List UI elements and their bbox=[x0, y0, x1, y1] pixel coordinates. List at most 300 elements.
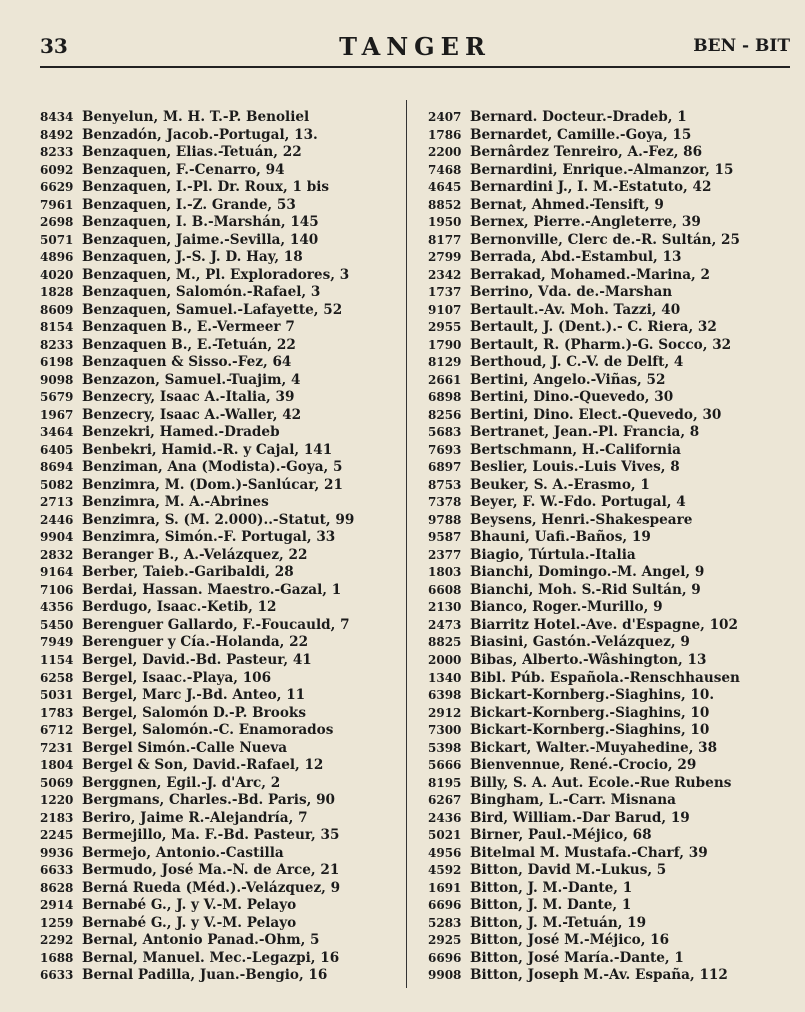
directory-entry bbox=[428, 319, 790, 337]
entry-text: Bergel, Marc J.-Bd. Anteo, 11 bbox=[82, 687, 306, 704]
directory-entry bbox=[40, 634, 402, 652]
entry-text: Berdugo, Isaac.-Ketib, 12 bbox=[82, 599, 277, 616]
phone-number: 1737 bbox=[428, 285, 462, 300]
directory-entry bbox=[40, 267, 402, 285]
directory-entry bbox=[428, 827, 790, 845]
directory-entry bbox=[40, 862, 402, 880]
entry-text: Benzaquen, F.-Cenarro, 94 bbox=[82, 161, 285, 178]
phone-number: 1154 bbox=[40, 652, 74, 667]
directory-entry bbox=[428, 179, 790, 197]
directory-entry bbox=[40, 424, 402, 442]
directory-entry bbox=[40, 284, 402, 302]
phone-number: 2713 bbox=[40, 495, 74, 510]
entry-text: Bergel, Salomón D.-P. Brooks bbox=[82, 704, 306, 721]
entry-text: Benzaquen, Jaime.-Sevilla, 140 bbox=[82, 231, 319, 248]
entry-text: Bitton, David M.-Lukus, 5 bbox=[470, 862, 667, 879]
entry-text: Bergmans, Charles.-Bd. Paris, 90 bbox=[82, 792, 335, 809]
directory-entry bbox=[428, 897, 790, 915]
directory-entry bbox=[40, 109, 402, 127]
phone-number: 8753 bbox=[428, 477, 462, 492]
phone-number: 9788 bbox=[428, 512, 462, 527]
directory-entry bbox=[40, 757, 402, 775]
phone-number: 6398 bbox=[428, 688, 462, 703]
directory-entry bbox=[40, 740, 402, 758]
directory-entry bbox=[40, 512, 402, 530]
directory-entry bbox=[40, 407, 402, 425]
entry-text: Bergel Simón.-Calle Nueva bbox=[82, 739, 288, 756]
directory-entry bbox=[428, 424, 790, 442]
directory-entry bbox=[40, 319, 402, 337]
directory-entry bbox=[428, 354, 790, 372]
phone-number: 9908 bbox=[428, 968, 462, 983]
phone-number: 8628 bbox=[40, 880, 74, 895]
page-number: 33 bbox=[40, 34, 68, 58]
directory-entry bbox=[428, 197, 790, 215]
phone-number: 2292 bbox=[40, 933, 74, 948]
phone-number: 8492 bbox=[40, 127, 74, 142]
directory-entry bbox=[40, 967, 402, 985]
directory-entry bbox=[40, 214, 402, 232]
directory-entry bbox=[40, 705, 402, 723]
phone-number: 9936 bbox=[40, 845, 74, 860]
phone-number: 8177 bbox=[428, 232, 462, 247]
directory-entry bbox=[428, 950, 790, 968]
entry-text: Bitton, José M.-Méjico, 16 bbox=[470, 932, 670, 949]
directory-entry bbox=[428, 127, 790, 145]
entry-text: Bianco, Roger.-Murillo, 9 bbox=[470, 599, 663, 616]
entry-text: Biagio, Túrtula.-Italia bbox=[470, 546, 636, 563]
phone-number: 8609 bbox=[40, 302, 74, 317]
directory-entry bbox=[40, 722, 402, 740]
entry-text: Benzadón, Jacob.-Portugal, 13. bbox=[82, 126, 318, 143]
entry-text: Bernal, Manuel. Mec.-Legazpi, 16 bbox=[82, 949, 340, 966]
entry-text: Bienvennue, René.-Crocio, 29 bbox=[470, 757, 697, 774]
entry-text: Bibas, Alberto.-Wâshington, 13 bbox=[470, 651, 707, 668]
entry-text: Bernardet, Camille.-Goya, 15 bbox=[470, 126, 692, 143]
directory-entry bbox=[40, 337, 402, 355]
entry-text: Bertschmann, H.-California bbox=[470, 441, 681, 458]
phone-number: 7693 bbox=[428, 442, 462, 457]
phone-number: 2914 bbox=[40, 898, 74, 913]
directory-entry bbox=[428, 477, 790, 495]
entry-text: Berrada, Abd.-Estambul, 13 bbox=[470, 249, 682, 266]
phone-number: 7378 bbox=[428, 495, 462, 510]
entry-text: Beyer, F. W.-Fdo. Portugal, 4 bbox=[470, 494, 686, 511]
phone-number: 6198 bbox=[40, 355, 74, 370]
directory-entry bbox=[428, 652, 790, 670]
entry-text: Berná Rueda (Méd.).-Velázquez, 9 bbox=[82, 879, 341, 896]
phone-number: 8694 bbox=[40, 460, 74, 475]
directory-entry bbox=[428, 757, 790, 775]
directory-entry bbox=[40, 144, 402, 162]
directory-entry bbox=[428, 932, 790, 950]
directory-entry bbox=[428, 389, 790, 407]
phone-number: 9904 bbox=[40, 530, 74, 545]
entry-text: Berdai, Hassan. Maestro.-Gazal, 1 bbox=[82, 581, 342, 598]
directory-entry bbox=[428, 792, 790, 810]
phone-number: 1688 bbox=[40, 950, 74, 965]
phone-number: 7961 bbox=[40, 197, 74, 212]
directory-entry bbox=[40, 950, 402, 968]
phone-number: 6712 bbox=[40, 723, 74, 738]
phone-number: 7300 bbox=[428, 723, 462, 738]
directory-entry bbox=[40, 197, 402, 215]
entry-text: Bertault, R. (Pharm.)-G. Socco, 32 bbox=[470, 336, 732, 353]
entry-text: Bitelmal M. Mustafa.-Charf, 39 bbox=[470, 844, 708, 861]
phone-number: 6633 bbox=[40, 968, 74, 983]
phone-number: 6405 bbox=[40, 442, 74, 457]
phone-number: 5450 bbox=[40, 617, 74, 632]
phone-number: 2377 bbox=[428, 547, 462, 562]
entry-text: Bianchi, Domingo.-M. Angel, 9 bbox=[470, 564, 705, 581]
entry-text: Benziman, Ana (Modista).-Goya, 5 bbox=[82, 459, 343, 476]
phone-number: 2661 bbox=[428, 372, 462, 387]
directory-entry bbox=[40, 775, 402, 793]
phone-number: 6608 bbox=[428, 582, 462, 597]
entry-text: Berber, Taieb.-Garibaldi, 28 bbox=[82, 564, 294, 581]
phone-number: 6898 bbox=[428, 390, 462, 405]
phone-number: 2000 bbox=[428, 652, 462, 667]
phone-number: 4896 bbox=[40, 250, 74, 265]
directory-entry bbox=[428, 284, 790, 302]
directory-entry bbox=[428, 722, 790, 740]
entry-text: Benzecry, Isaac A.-Waller, 42 bbox=[82, 406, 302, 423]
phone-number: 6633 bbox=[40, 863, 74, 878]
phone-number: 6696 bbox=[428, 898, 462, 913]
phone-number: 6897 bbox=[428, 460, 462, 475]
entry-text: Bertault, J. (Dent.).- C. Riera, 32 bbox=[470, 319, 717, 336]
directory-entry bbox=[40, 162, 402, 180]
directory-entry bbox=[428, 337, 790, 355]
entry-text: Bernardini J., I. M.-Estatuto, 42 bbox=[470, 179, 712, 196]
entry-text: Bernard. Docteur.-Dradeb, 1 bbox=[470, 109, 687, 125]
entry-text: Bitton, J. M. Dante, 1 bbox=[470, 897, 632, 914]
entry-text: Biarritz Hotel.-Ave. d'Espagne, 102 bbox=[470, 616, 738, 633]
phone-number: 5683 bbox=[428, 425, 462, 440]
phone-number: 2342 bbox=[428, 267, 462, 282]
directory-entry bbox=[428, 249, 790, 267]
directory-entry bbox=[428, 740, 790, 758]
phone-number: 7106 bbox=[40, 582, 74, 597]
phone-number: 1803 bbox=[428, 565, 462, 580]
directory-entry bbox=[428, 442, 790, 460]
directory-entry bbox=[40, 459, 402, 477]
entry-text: Benzimra, M. A.-Abrines bbox=[82, 494, 269, 511]
directory-entry bbox=[40, 827, 402, 845]
directory-entry bbox=[40, 389, 402, 407]
phone-number: 8129 bbox=[428, 355, 462, 370]
phone-number: 1804 bbox=[40, 758, 74, 773]
phone-number: 1691 bbox=[428, 880, 462, 895]
phone-number: 5071 bbox=[40, 232, 74, 247]
entry-text: Benzaquen, Salomón.-Rafael, 3 bbox=[82, 284, 321, 301]
alphabetic-range: BEN - BIT bbox=[693, 36, 790, 56]
directory-entry bbox=[428, 494, 790, 512]
right-column bbox=[428, 109, 790, 985]
phone-number: 5283 bbox=[428, 915, 462, 930]
phone-number: 6629 bbox=[40, 180, 74, 195]
entry-text: Bhauni, Uafi.-Baños, 19 bbox=[470, 529, 651, 546]
phone-number: 4356 bbox=[40, 600, 74, 615]
phone-number: 8434 bbox=[40, 110, 74, 124]
directory-entry bbox=[428, 407, 790, 425]
entry-text: Bird, William.-Dar Barud, 19 bbox=[470, 809, 690, 826]
directory-entry bbox=[428, 267, 790, 285]
entry-text: Bergel, Salomón.-C. Enamorados bbox=[82, 722, 334, 739]
page-title: TANGER bbox=[339, 32, 491, 61]
entry-text: Benzaquen, Elias.-Tetuán, 22 bbox=[82, 144, 302, 161]
phone-number: 8233 bbox=[40, 145, 74, 160]
phone-number: 2407 bbox=[428, 110, 462, 124]
phone-number: 1783 bbox=[40, 705, 74, 720]
entry-text: Bibl. Púb. Española.-Renschhausen bbox=[470, 669, 740, 686]
phone-number: 5679 bbox=[40, 390, 74, 405]
entry-text: Benzaquen B., E.-Vermeer 7 bbox=[82, 319, 295, 336]
directory-entry bbox=[40, 529, 402, 547]
phone-number: 5398 bbox=[428, 740, 462, 755]
phone-number: 2183 bbox=[40, 810, 74, 825]
entry-text: Berrakad, Mohamed.-Marina, 2 bbox=[470, 266, 710, 283]
entry-text: Beuker, S. A.-Erasmo, 1 bbox=[470, 476, 650, 493]
entry-text: Bernal Padilla, Juan.-Bengio, 16 bbox=[82, 967, 328, 984]
directory-entry bbox=[428, 529, 790, 547]
entry-text: Benzimra, Simón.-F. Portugal, 33 bbox=[82, 529, 336, 546]
directory-entry bbox=[40, 810, 402, 828]
phone-number: 4020 bbox=[40, 267, 74, 282]
directory-entry bbox=[428, 687, 790, 705]
entry-text: Bernabé G., J. y V.-M. Pelayo bbox=[82, 914, 297, 931]
phone-number: 1790 bbox=[428, 337, 462, 352]
entry-text: Biasini, Gastón.-Velázquez, 9 bbox=[470, 634, 690, 651]
phone-number: 5069 bbox=[40, 775, 74, 790]
entry-text: Benzaquen & Sisso.-Fez, 64 bbox=[82, 354, 292, 371]
directory-entry bbox=[40, 477, 402, 495]
phone-number: 5082 bbox=[40, 477, 74, 492]
directory-entry bbox=[40, 249, 402, 267]
directory-entry bbox=[428, 617, 790, 635]
entry-text: Bernabé G., J. y V.-M. Pelayo bbox=[82, 897, 297, 914]
header-rule bbox=[40, 66, 790, 68]
entry-text: Bernârdez Tenreiro, A.-Fez, 86 bbox=[470, 144, 703, 161]
entry-text: Benzaquen, I.-Pl. Dr. Roux, 1 bis bbox=[82, 179, 330, 196]
directory-entry bbox=[40, 652, 402, 670]
entry-text: Bernardini, Enrique.-Almanzor, 15 bbox=[470, 161, 734, 178]
phone-number: 4645 bbox=[428, 180, 462, 195]
phone-number: 2200 bbox=[428, 145, 462, 160]
entry-text: Benzaquen, Samuel.-Lafayette, 52 bbox=[82, 301, 343, 318]
entry-text: Birner, Paul.-Méjico, 68 bbox=[470, 827, 652, 844]
directory-entry bbox=[40, 845, 402, 863]
phone-number: 7468 bbox=[428, 162, 462, 177]
directory-entry bbox=[428, 967, 790, 985]
phone-number: 7949 bbox=[40, 635, 74, 650]
entry-text: Billy, S. A. Aut. Ecole.-Rue Rubens bbox=[470, 774, 732, 791]
phone-number: 6092 bbox=[40, 162, 74, 177]
directory-entry bbox=[428, 880, 790, 898]
directory-entry bbox=[428, 775, 790, 793]
directory-entry bbox=[40, 915, 402, 933]
entry-text: Beslier, Louis.-Luis Vives, 8 bbox=[470, 459, 680, 476]
entry-text: Bertault.-Av. Moh. Tazzi, 40 bbox=[470, 301, 681, 318]
directory-entry bbox=[40, 179, 402, 197]
entry-text: Bermejillo, Ma. F.-Bd. Pasteur, 35 bbox=[82, 827, 340, 844]
directory-entry bbox=[428, 862, 790, 880]
phone-number: 2436 bbox=[428, 810, 462, 825]
entry-text: Benzaquen B., E.-Tetuán, 22 bbox=[82, 336, 296, 353]
entry-text: Benzimra, S. (M. 2.000)..-Statut, 99 bbox=[82, 511, 355, 528]
phone-number: 1220 bbox=[40, 793, 74, 808]
directory-entry bbox=[40, 670, 402, 688]
phone-number: 4956 bbox=[428, 845, 462, 860]
phone-number: 2799 bbox=[428, 250, 462, 265]
entry-text: Bitton, Joseph M.-Av. España, 112 bbox=[470, 967, 728, 984]
directory-entry bbox=[40, 494, 402, 512]
phone-number: 1967 bbox=[40, 407, 74, 422]
entry-text: Bickart, Walter.-Muyahedine, 38 bbox=[470, 739, 718, 756]
phone-number: 8825 bbox=[428, 635, 462, 650]
phone-number: 1950 bbox=[428, 215, 462, 230]
phone-number: 6267 bbox=[428, 793, 462, 808]
entry-text: Bertini, Dino. Elect.-Quevedo, 30 bbox=[470, 406, 722, 423]
entry-text: Benzazon, Samuel.-Tuajim, 4 bbox=[82, 371, 301, 388]
phone-number: 1259 bbox=[40, 915, 74, 930]
directory-entry bbox=[428, 459, 790, 477]
phone-number: 2473 bbox=[428, 617, 462, 632]
directory-entry bbox=[428, 162, 790, 180]
directory-entry bbox=[40, 897, 402, 915]
phone-number: 6696 bbox=[428, 950, 462, 965]
phone-number: 9107 bbox=[428, 302, 462, 317]
entry-text: Bernat, Ahmed.-Tensift, 9 bbox=[470, 196, 664, 213]
phone-number: 8852 bbox=[428, 197, 462, 212]
phone-number: 9164 bbox=[40, 565, 74, 580]
phone-number: 8154 bbox=[40, 320, 74, 335]
directory-entry bbox=[40, 687, 402, 705]
directory-entry bbox=[428, 372, 790, 390]
entry-text: Benzaquen, I. B.-Marshán, 145 bbox=[82, 214, 319, 231]
phone-number: 8195 bbox=[428, 775, 462, 790]
phone-number: 2245 bbox=[40, 828, 74, 843]
entry-text: Bertranet, Jean.-Pl. Francia, 8 bbox=[470, 424, 700, 441]
entry-text: Benbekri, Hamid.-R. y Cajal, 141 bbox=[82, 441, 333, 458]
phone-number: 1786 bbox=[428, 127, 462, 142]
entry-text: Bickart-Kornberg.-Siaghins, 10 bbox=[470, 704, 710, 721]
entry-text: Bergel & Son, David.-Rafael, 12 bbox=[82, 757, 324, 774]
entry-text: Bingham, L.-Carr. Misnana bbox=[470, 792, 676, 809]
directory-entry bbox=[428, 810, 790, 828]
directory-entry bbox=[40, 582, 402, 600]
entry-text: Berenguer Gallardo, F.-Foucauld, 7 bbox=[82, 616, 350, 633]
directory-entry bbox=[40, 617, 402, 635]
directory-entry bbox=[40, 354, 402, 372]
directory-entry bbox=[428, 582, 790, 600]
entry-text: Beranger B., A.-Velázquez, 22 bbox=[82, 546, 308, 563]
directory-entry bbox=[428, 915, 790, 933]
entry-text: Benzecry, Isaac A.-Italia, 39 bbox=[82, 389, 295, 406]
entry-text: Bernal, Antonio Panad.-Ohm, 5 bbox=[82, 932, 320, 949]
entry-text: Bitton, J. M.-Tetuán, 19 bbox=[470, 914, 647, 931]
phone-number: 2955 bbox=[428, 320, 462, 335]
directory-entry bbox=[40, 547, 402, 565]
directory-entry bbox=[40, 599, 402, 617]
directory-entry bbox=[428, 705, 790, 723]
directory-entry bbox=[40, 232, 402, 250]
entry-text: Benzekri, Hamed.-Dradeb bbox=[82, 424, 280, 441]
directory-entry bbox=[428, 512, 790, 530]
phone-number: 1340 bbox=[428, 670, 462, 685]
entry-text: Berthoud, J. C.-V. de Delft, 4 bbox=[470, 354, 684, 371]
entry-text: Benzimra, M. (Dom.)-Sanlúcar, 21 bbox=[82, 476, 343, 493]
phone-number: 2446 bbox=[40, 512, 74, 527]
phone-number: 8256 bbox=[428, 407, 462, 422]
phone-number: 2698 bbox=[40, 215, 74, 230]
phone-number: 9587 bbox=[428, 530, 462, 545]
directory-entry bbox=[428, 547, 790, 565]
entry-text: Bickart-Kornberg.-Siaghins, 10. bbox=[470, 687, 715, 704]
phone-number: 5666 bbox=[428, 758, 462, 773]
phone-number: 3464 bbox=[40, 425, 74, 440]
entry-text: Benzaquen, J.-S. J. D. Hay, 18 bbox=[82, 249, 303, 266]
entry-text: Benzaquen, I.-Z. Grande, 53 bbox=[82, 196, 296, 213]
phone-number: 5021 bbox=[428, 828, 462, 843]
directory-entry bbox=[40, 932, 402, 950]
directory-entry bbox=[40, 372, 402, 390]
page-header bbox=[40, 30, 790, 66]
directory-entry bbox=[428, 564, 790, 582]
directory-entry bbox=[428, 144, 790, 162]
phone-number: 7231 bbox=[40, 740, 74, 755]
entry-text: Beysens, Henri.-Shakespeare bbox=[470, 511, 693, 528]
phone-number: 2925 bbox=[428, 933, 462, 948]
phone-number: 4592 bbox=[428, 863, 462, 878]
phone-number: 9098 bbox=[40, 372, 74, 387]
directory-entry bbox=[428, 670, 790, 688]
directory-entry bbox=[428, 634, 790, 652]
column-divider bbox=[406, 100, 407, 988]
entry-text: Bertini, Angelo.-Viñas, 52 bbox=[470, 371, 666, 388]
entry-text: Berenguer y Cía.-Holanda, 22 bbox=[82, 634, 309, 651]
entry-text: Bergel, David.-Bd. Pasteur, 41 bbox=[82, 651, 312, 668]
entry-text: Benyelun, M. H. T.-P. Benoliel bbox=[82, 109, 310, 125]
phone-number: 5031 bbox=[40, 688, 74, 703]
entry-text: Bitton, J. M.-Dante, 1 bbox=[470, 879, 633, 896]
directory-entry bbox=[40, 880, 402, 898]
directory-entry bbox=[40, 127, 402, 145]
entry-text: Berggnen, Egil.-J. d'Arc, 2 bbox=[82, 774, 281, 791]
entry-text: Bernex, Pierre.-Angleterre, 39 bbox=[470, 214, 701, 231]
directory-entry bbox=[428, 232, 790, 250]
directory-entry bbox=[428, 302, 790, 320]
entry-text: Benzaquen, M., Pl. Exploradores, 3 bbox=[82, 266, 350, 283]
directory-entry bbox=[428, 845, 790, 863]
directory-entry bbox=[40, 442, 402, 460]
phone-number: 1828 bbox=[40, 285, 74, 300]
entry-text: Beriro, Jaime R.-Alejandría, 7 bbox=[82, 809, 308, 826]
entry-text: Bertini, Dino.-Quevedo, 30 bbox=[470, 389, 674, 406]
phone-number: 6258 bbox=[40, 670, 74, 685]
directory-entry bbox=[428, 109, 790, 127]
entry-text: Berrino, Vda. de.-Marshan bbox=[470, 284, 673, 301]
entry-text: Bermejo, Antonio.-Castilla bbox=[82, 844, 284, 861]
entry-text: Bermudo, José Ma.-N. de Arce, 21 bbox=[82, 862, 340, 879]
left-column bbox=[40, 109, 402, 985]
entry-text: Bernonville, Clerc de.-R. Sultán, 25 bbox=[470, 231, 740, 248]
phone-number: 2912 bbox=[428, 705, 462, 720]
entry-text: Bergel, Isaac.-Playa, 106 bbox=[82, 669, 272, 686]
directory-entry bbox=[428, 599, 790, 617]
directory-entry bbox=[40, 792, 402, 810]
phone-number: 2832 bbox=[40, 547, 74, 562]
